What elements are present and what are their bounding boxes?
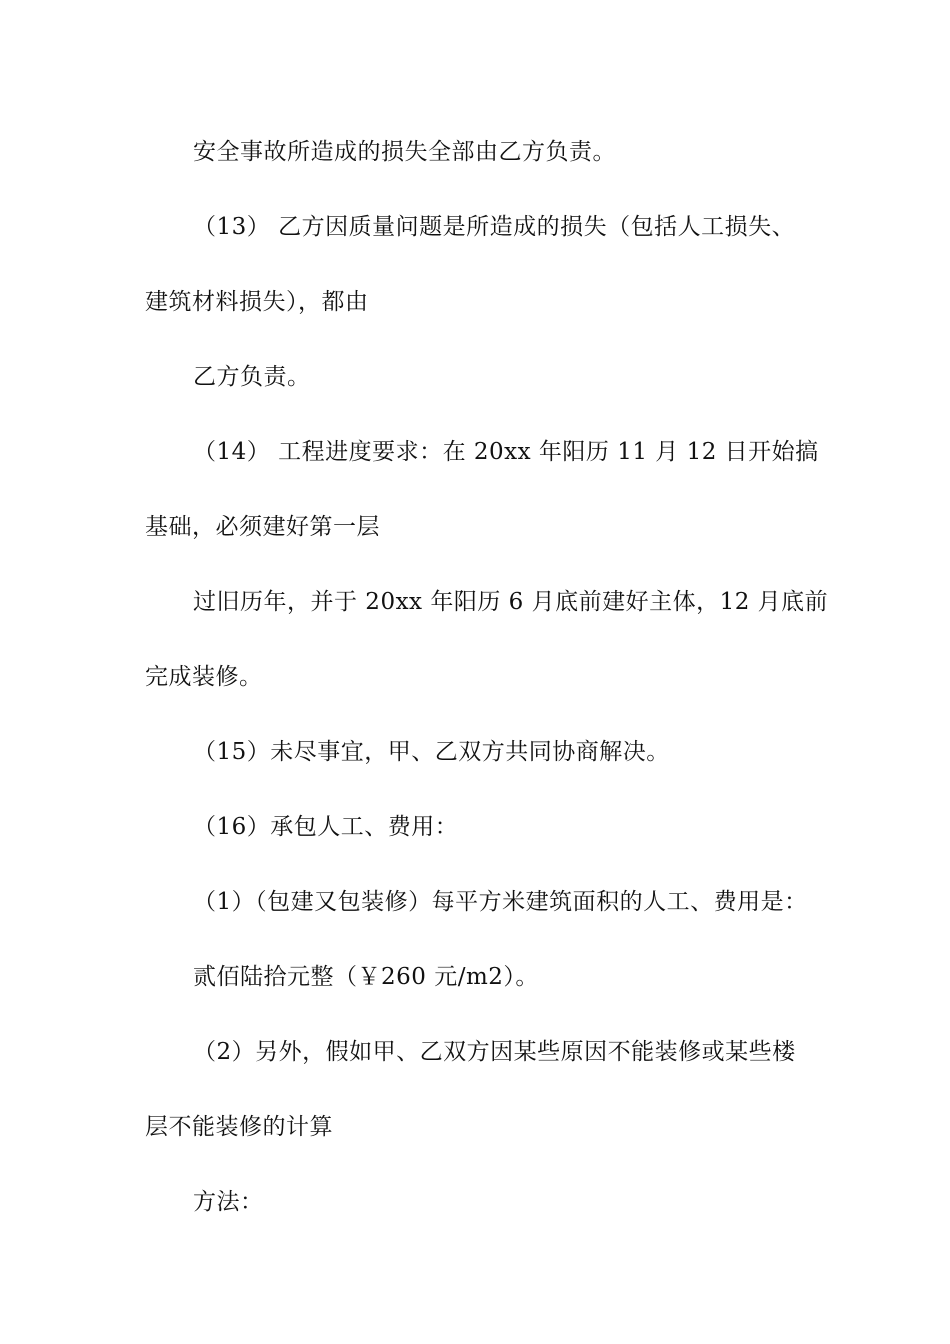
paragraph-line-4: 乙方负责。 xyxy=(193,364,311,390)
paragraph-line-10: （16）承包人工、费用： xyxy=(193,814,459,840)
paragraph-line-15: 方法： xyxy=(193,1189,264,1215)
paragraph-line-12: 贰佰陆拾元整（￥260 元/m2）。 xyxy=(193,964,539,990)
paragraph-line-5: （14） 工程进度要求：在 20xx 年阳历 11 月 12 日开始搞 xyxy=(193,439,819,465)
paragraph-line-8: 完成装修。 xyxy=(145,664,263,690)
paragraph-line-2: （13） 乙方因质量问题是所造成的损失（包括人工损失、 xyxy=(193,214,796,240)
paragraph-line-1: 安全事故所造成的损失全部由乙方负责。 xyxy=(193,139,616,165)
paragraph-line-3: 建筑材料损失），都由 xyxy=(145,289,369,315)
paragraph-line-6: 基础，必须建好第一层 xyxy=(145,514,380,540)
paragraph-line-14: 层不能装修的计算 xyxy=(145,1114,333,1140)
paragraph-line-11: （1）（包建又包装修）每平方米建筑面积的人工、费用是： xyxy=(193,889,808,915)
paragraph-line-9: （15）未尽事宜，甲、乙双方共同协商解决。 xyxy=(193,739,670,765)
paragraph-line-13: （2）另外，假如甲、乙双方因某些原因不能装修或某些楼 xyxy=(193,1039,796,1065)
paragraph-line-7: 过旧历年，并于 20xx 年阳历 6 月底前建好主体，12 月底前 xyxy=(193,589,829,615)
